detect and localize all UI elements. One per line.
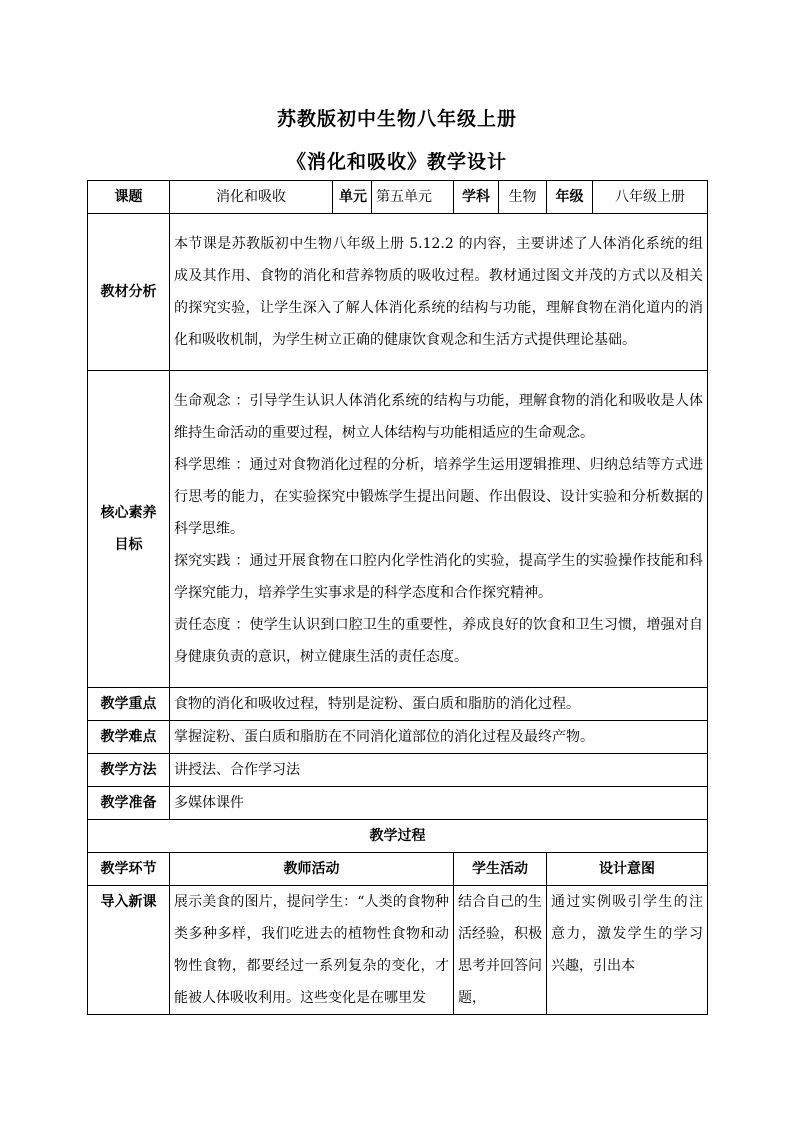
literacy-item-life: 生命观念 ：引导学生认识人体消化系统的结构与功能，理解食物的消化和吸收是人体维持生命活动的重要过程，树立人体结构与功能相适应的生命观念。 [174,393,703,441]
col-stage-header: 教学环节 [88,853,170,886]
methods-row [88,754,708,787]
literacy-label-line1: 核心素养 [100,505,157,521]
key-points-label: 教学重点 [88,688,170,721]
methods-label: 教学方法 [88,754,170,787]
key-points-text: 食物的消化和吸收过程，特别是淀粉、蛋白质和脂肪的消化过程。 [170,688,708,721]
process-student-text: 结合自己的生活经验，积极思考并回答问题， [458,894,542,1006]
subject-value: 生物 [499,181,547,214]
grade-label: 年级 [547,181,593,214]
process-student-cell [454,886,547,1015]
preparation-row [88,787,708,820]
col-student-header: 学生活动 [454,853,547,886]
difficulties-label: 教学难点 [88,721,170,754]
analysis-label: 教材分析 [88,214,170,371]
analysis-cell [170,214,708,371]
process-heading-row [88,820,708,853]
topic-label: 课题 [88,181,170,214]
analysis-row [88,214,708,371]
process-row [88,886,708,1015]
col-teacher-header: 教师活动 [170,853,454,886]
process-teacher-cell [170,886,454,1015]
difficulties-row [88,721,708,754]
col-intent-header: 设计意图 [547,853,708,886]
unit-label: 单元 [339,189,367,205]
info-row [88,181,708,214]
literacy-item-thinking: 科学思维 ：通过对食物消化过程的分析，培养学生运用逻辑推理、归纳总结等方式进行思考的能力，在实验探究中锻炼学生提出问题、作出假设、设计实验和分析数据的科学思维。 [174,457,703,537]
process-teacher-text: 展示美食的图片，提问学生：“人类的食物种类多种多样，我们吃进去的植物性食物和动物性食物，都要经过一系列复杂的变化，才能被人体吸收利用。这些变化是在哪里发 [174,894,449,1006]
lesson-plan-table [87,180,708,1015]
document-subtitle: 《消化和吸收》教学设计 [286,151,507,173]
process-heading: 教学过程 [88,820,708,853]
literacy-item-practice: 探究实践 ：通过开展食物在口腔内化学性消化的实验，提高学生的实验操作技能和科学探究能力，培养学生实事求是的科学态度和合作探究精神。 [174,553,703,601]
unit-cell [333,181,454,214]
difficulties-text: 掌握淀粉、蛋白质和脂肪在不同消化道部位的消化过程及最终产物。 [170,721,708,754]
methods-text: 讲授法、合作学习法 [170,754,708,787]
grade-value: 八年级上册 [593,181,708,214]
topic-value: 消化和吸收 [170,181,333,214]
process-intent-text: 通过实例吸引学生的注意力，激发学生的学习兴趣，引出本 [551,894,703,974]
literacy-item-responsibility: 责任态度 ：使学生认识到口腔卫生的重要性，养成良好的饮食和卫生习惯，增强对自身健康负责的意识，树立健康生活的责任态度。 [174,617,703,665]
analysis-text: 本节课是苏教版初中生物八年级上册 5.12.2 的内容，主要讲述了人体消化系统的组成及其作用、食物的消化和营养物质的吸收过程。教材通过图文并茂的方式以及相关的探究实验，让学生深入了解人体消化系统的结构与功能，理解食物在消化道内的消化和吸收机制，为学生树立正确的健康饮食观念和生活方式提供理论基础。 [174,236,703,348]
preparation-label: 教学准备 [88,787,170,820]
unit-value: 第五单元 [376,189,432,205]
literacy-cell [170,371,708,688]
subject-label: 学科 [454,181,499,214]
literacy-row [88,371,708,688]
preparation-text: 多媒体课件 [170,787,708,820]
key-points-row [88,688,708,721]
process-stage: 导入新课 [88,886,170,1015]
literacy-label-line2: 目标 [114,537,143,553]
document-title: 苏教版初中生物八年级上册 [276,108,517,130]
process-intent-cell [547,886,708,1015]
literacy-label [88,371,170,688]
process-header-row [88,853,708,886]
